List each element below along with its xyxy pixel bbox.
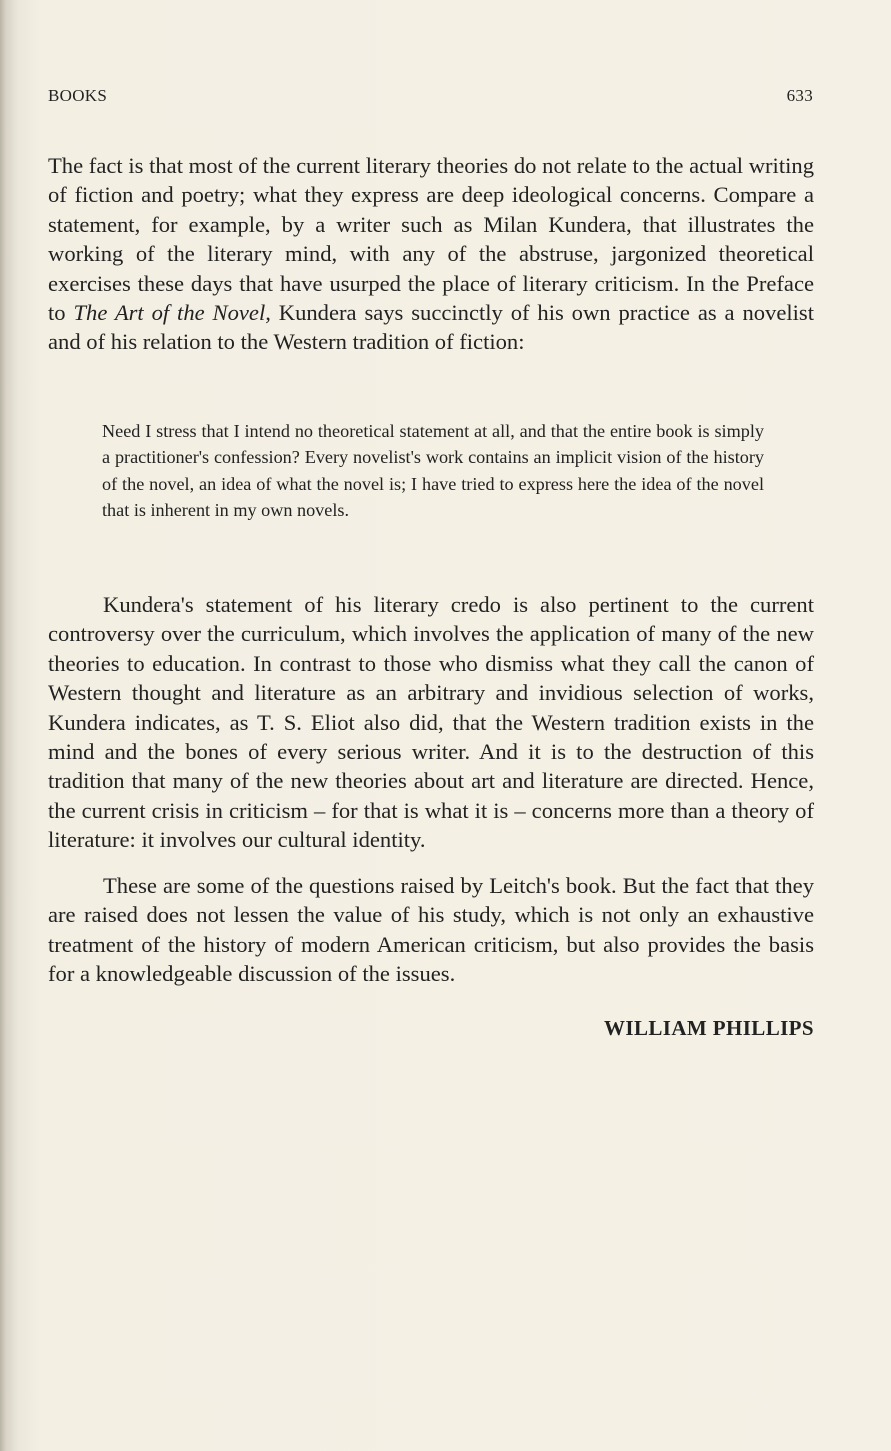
paragraph-1-text-start: The fact is that most of the current literary theories do not relate to the actual writing of fiction and poetry; what they express are deep ideological concerns. Compare a statement, for example, by a writer such as Milan Kundera, that illustrates the working of the literary mind, with any of the abstruse, jargonized theoretical exercises these days that have usurped the place of literary criticism. In the Preface to [48, 153, 814, 326]
paragraph-1-text-end: Kundera says succinctly of his own practice as a novelist and of his relation to the Western tradition of fiction: [48, 300, 814, 355]
paragraph-1 [48, 151, 814, 357]
paragraph-2: Kundera's statement of his literary credo is also pertinent to the current controversy over the curriculum, which involves the application of many of the new theories to education. In contrast to those who dismiss what they call the canon of Western thought and literature as an arbitrary and invidious selection of works, Kundera indicates, as T. S. Eliot also did, that the Western tradition exists in the mind and the bones of every serious writer. And it is to the destruction of this tradition that many of the new theories about art and literature are directed. Hence, the current crisis in criticism – for that is what it is – concerns more than a theory of literature: it involves our cultural identity. [48, 592, 814, 853]
author-signature: WILLIAM PHILLIPS [603, 1016, 814, 1040]
page-number: 633 [786, 86, 813, 105]
book-title-italic: The Art of the Novel, [73, 300, 271, 326]
section-title: BOOKS [48, 86, 108, 105]
block-quote: Need I stress that I intend no theoretical statement at all, and that the entire book is simply a practitioner's confession? Every novelist's work contains an implicit vision of the history of the novel, an idea of what the novel is; I have tried to express here the idea of the novel that is inherent in my own novels. [102, 421, 764, 521]
paragraph-3: These are some of the questions raised by Leitch's book. But the fact that they are raised does not lessen the value of his study, which is not only an exhaustive treatment of the history of modern American criticism, but also provides the basis for a knowledgeable discussion of the issues. [48, 873, 814, 987]
